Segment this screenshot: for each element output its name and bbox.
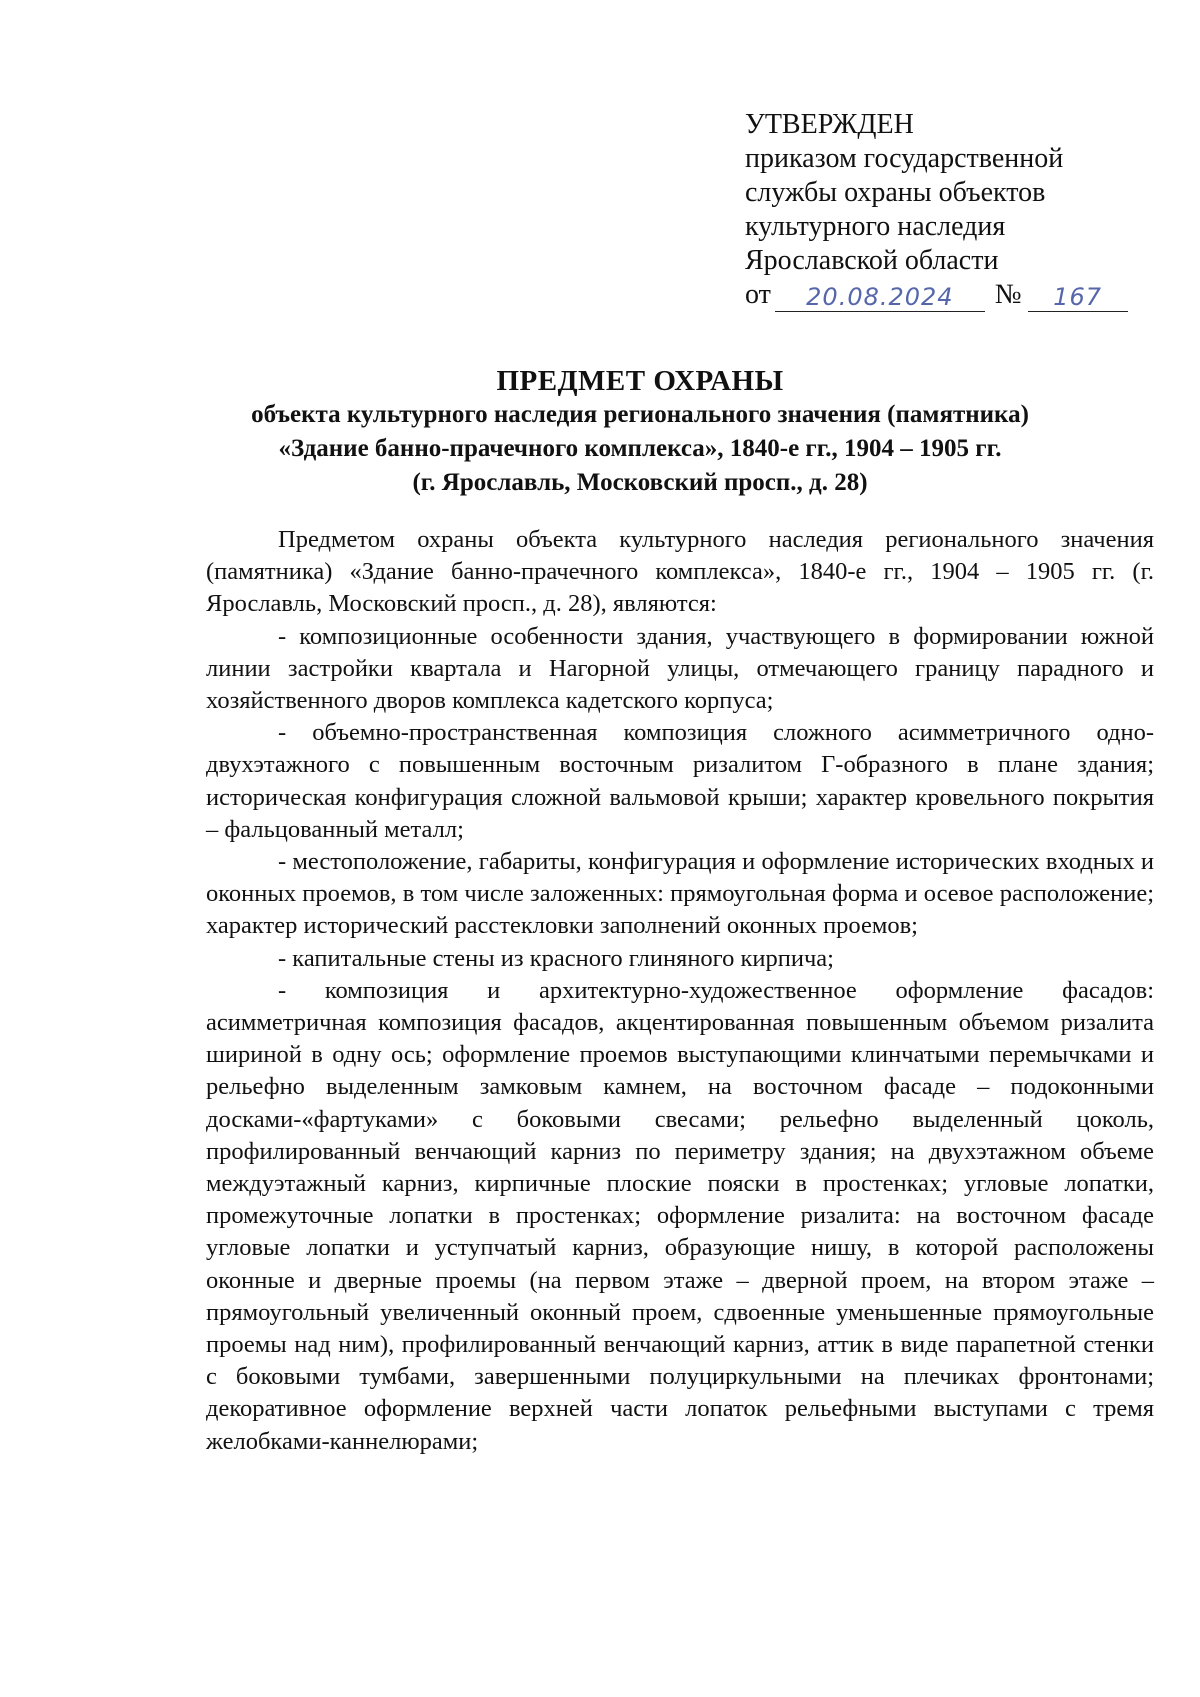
body-paragraph-volume: - объемно-пространственная композиция сложного асимметричного одно-двухэтажного с повышенным восточным ризалитом Г-образного в плане здания; историческая конфигурация сложной вальмовой крыши; характер кровельного покрытия – фальцованный металл;: [206, 719, 1154, 843]
title-line-1: объекта культурного наследия регионального значения (памятника): [251, 401, 1029, 428]
body-paragraph-intro: Предметом охраны объекта культурного наследия регионального значения (памятника) «Здание банно-прачечного комплекса», 1840-е гг., 1904 – 1905 гг. (г. Ярославль, Московский просп., д. 28), являются:: [206, 526, 1154, 618]
document-body: [206, 524, 1154, 1458]
approval-block: [745, 108, 1165, 312]
title-line-2: «Здание банно-прачечного комплекса», 1840-е гг., 1904 – 1905 гг.: [278, 435, 1002, 462]
body-paragraph-walls: - капитальные стены из красного глиняного кирпича;: [278, 944, 834, 972]
approval-date-number-row: [745, 278, 1165, 312]
date-prefix: от: [745, 279, 771, 310]
body-paragraph-openings: - местоположение, габариты, конфигурация и оформление исторических входных и оконных проемов, в том числе заложенных: прямоугольная форма и осевое расположение; характер исторический расстекловки заполнений оконных проемов;: [206, 848, 1154, 940]
document-title-block: [180, 364, 1100, 500]
document-title: ПРЕДМЕТ ОХРАНЫ: [496, 365, 784, 397]
approval-line-1: приказом государственной: [745, 143, 1064, 174]
number-sign: №: [994, 279, 1022, 310]
handwritten-date: 20.08.2024: [775, 283, 985, 312]
body-paragraph-facades: - композиция и архитектурно-художественное оформление фасадов: асимметричная композиция фасадов, акцентированная повышенным объемом ризалита шириной в одну ось; оформление проемов выступающими клинчатыми перемычками и рельефно выделенным замковым камнем, на восточном фасаде – подоконными досками-«фартуками» с боковыми свесами; рельефно выделенный цоколь, профилированный венчающий карниз по периметру здания; на двухэтажном объеме междуэтажный карниз, кирпичные плоские пояски в простенках; угловые лопатки, промежуточные лопатки в простенках; оформление ризалита: на восточном фасаде угловые лопатки и уступчатый карниз, образующие нишу, в которой расположены оконные и дверные проемы (на первом этаже – дверной проем, на втором этаже – прямоугольный увеличенный оконный проем, сдвоенные уменьшенные прямоугольные проемы над ним), профилированный венчающий карниз, аттик в виде парапетной стенки с боковыми тумбами, завершенными полуциркульными на плечиках фронтонами; декоративное оформление верхней части лопаток рельефными выступами с тремя желобками-каннелюрами;: [206, 976, 1154, 1455]
approval-line-2: службы охраны объектов: [745, 177, 1046, 208]
approval-line-3: культурного наследия: [745, 211, 1006, 242]
approval-line-4: Ярославской области: [745, 245, 999, 276]
handwritten-number: 167: [1028, 283, 1128, 312]
title-line-3: (г. Ярославль, Московский просп., д. 28): [412, 469, 868, 496]
body-paragraph-composition: - композиционные особенности здания, участвующего в формировании южной линии застройки квартала и Нагорной улицы, отмечающего границу парадного и хозяйственного дворов комплекса кадетского корпуса;: [206, 622, 1154, 715]
approval-heading: УТВЕРЖДЕН: [745, 109, 914, 140]
